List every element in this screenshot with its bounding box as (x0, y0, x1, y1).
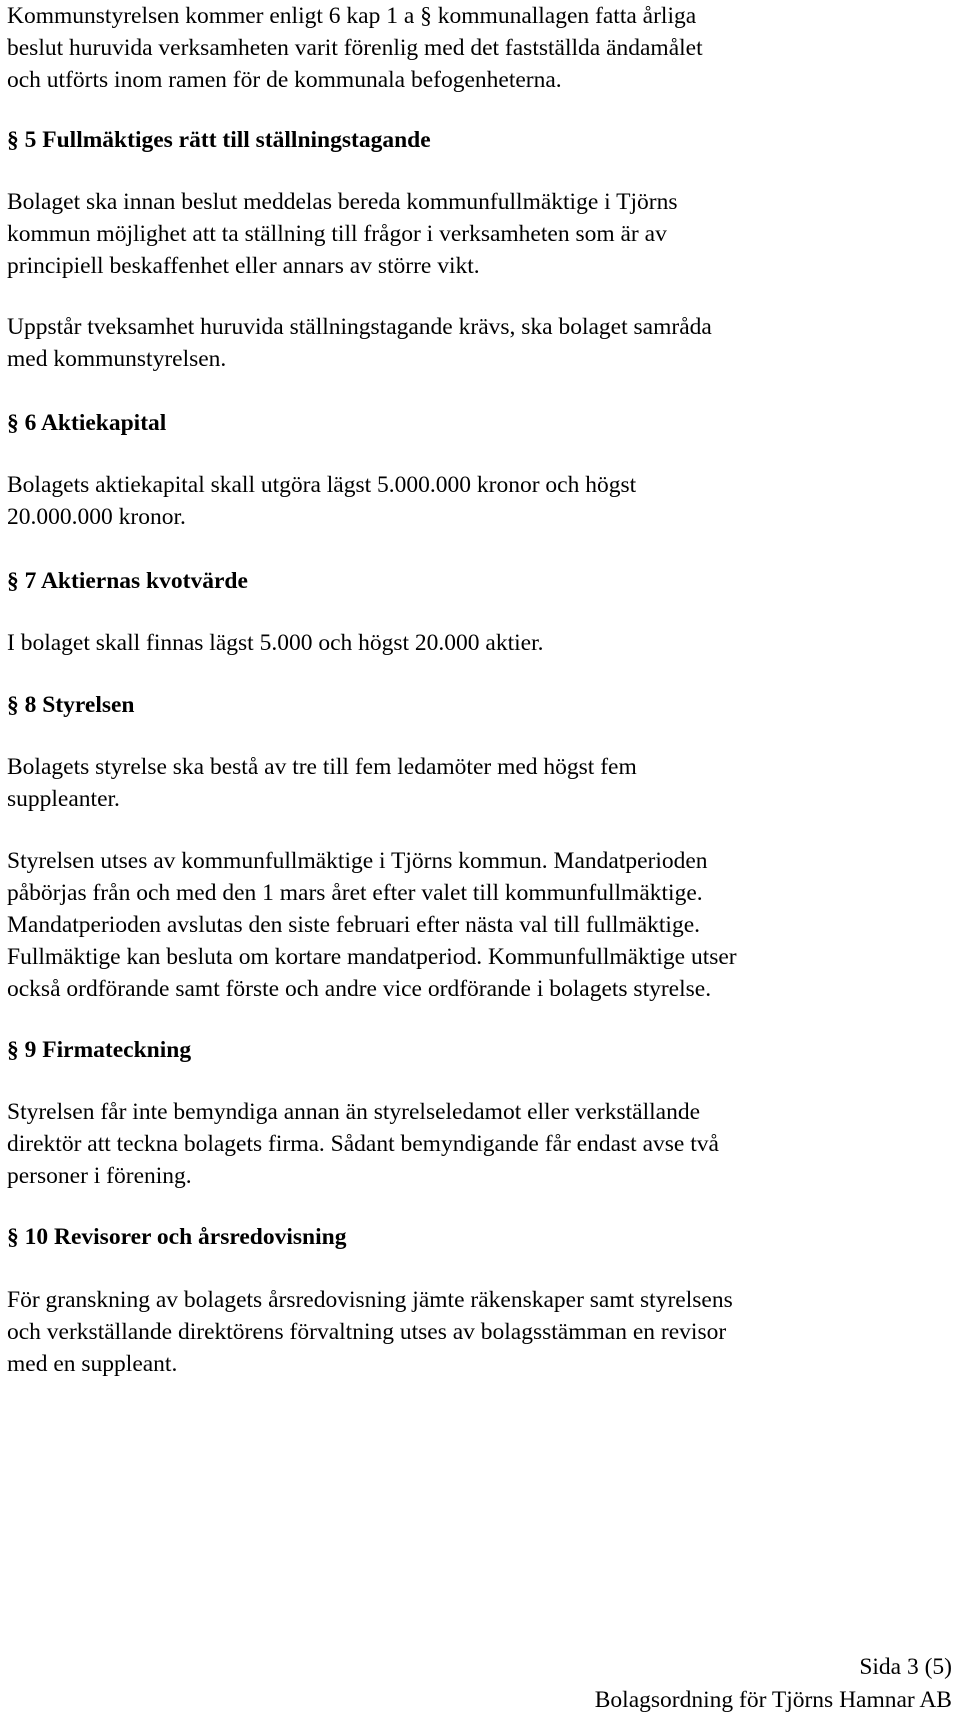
text-line: Bolagets styrelse ska bestå av tre till fem ledamöter med högst fem (7, 754, 637, 780)
section-heading-9: § 9 Firmateckning (7, 1037, 192, 1063)
section-heading-5: § 5 Fullmäktiges rätt till ställningstagande (7, 127, 431, 153)
text-line: Styrelsen får inte bemyndiga annan än styrelseledamot eller verkställande (7, 1099, 700, 1125)
text-line: beslut huruvida verksamheten varit förenlig med det fastställda ändamålet (7, 35, 703, 61)
text-line: suppleanter. (7, 786, 120, 812)
section-heading-10: § 10 Revisorer och årsredovisning (7, 1224, 347, 1250)
section-heading-8: § 8 Styrelsen (7, 692, 135, 718)
text-line: och verkställande direktörens förvaltning utses av bolagsstämman en revisor (7, 1319, 727, 1345)
text-line: För granskning av bolagets årsredovisning jämte räkenskaper samt styrelsens (7, 1287, 733, 1313)
section-heading-7: § 7 Aktiernas kvotvärde (7, 568, 248, 594)
text-line: Fullmäktige kan besluta om kortare mandatperiod. Kommunfullmäktige utser (7, 944, 737, 970)
text-line: Bolaget ska innan beslut meddelas bereda kommunfullmäktige i Tjörns (7, 189, 678, 215)
section-6-paragraph-1 (7, 469, 952, 533)
text-line: påbörjas från och med den 1 mars året efter valet till kommunfullmäktige. (7, 880, 703, 906)
text-line: också ordförande samt förste och andre vice ordförande i bolagets styrelse. (7, 976, 712, 1002)
section-heading-6: § 6 Aktiekapital (7, 410, 167, 436)
section-5-paragraph-2 (7, 311, 952, 375)
section-5-paragraph-1 (7, 186, 952, 282)
text-line: kommun möjlighet att ta ställning till frågor i verksamheten som är av (7, 221, 667, 247)
intro-paragraph (7, 0, 952, 96)
section-8-paragraph-1 (7, 751, 952, 815)
text-line: direktör att teckna bolagets firma. Sådant bemyndigande får endast avse två (7, 1131, 719, 1157)
text-line: och utförts inom ramen för de kommunala befogenheterna. (7, 67, 562, 93)
text-line: med en suppleant. (7, 1351, 178, 1377)
text-line: Uppstår tveksamhet huruvida ställningstagande krävs, ska bolaget samråda (7, 314, 712, 340)
section-8-paragraph-2 (7, 845, 952, 1005)
text-line: 20.000.000 kronor. (7, 504, 186, 530)
section-10-paragraph-1 (7, 1284, 952, 1380)
text-line: I bolaget skall finnas lägst 5.000 och högst 20.000 aktier. (7, 630, 544, 656)
text-line: personer i förening. (7, 1163, 192, 1189)
section-7-paragraph-1 (7, 627, 952, 659)
text-line: Styrelsen utses av kommunfullmäktige i Tjörns kommun. Mandatperioden (7, 848, 708, 874)
text-line: Kommunstyrelsen kommer enligt 6 kap 1 a § kommunallagen fatta årliga (7, 3, 697, 29)
footer-document-title: Bolagsordning för Tjörns Hamnar AB (594, 1687, 952, 1713)
text-line: Bolagets aktiekapital skall utgöra lägst 5.000.000 kronor och högst (7, 472, 637, 498)
section-9-paragraph-1 (7, 1096, 952, 1192)
text-line: med kommunstyrelsen. (7, 346, 227, 372)
text-line: Mandatperioden avslutas den siste februari efter nästa val till fullmäktige. (7, 912, 701, 938)
text-line: principiell beskaffenhet eller annars av större vikt. (7, 253, 480, 279)
footer-page-number: Sida 3 (5) (859, 1654, 952, 1680)
